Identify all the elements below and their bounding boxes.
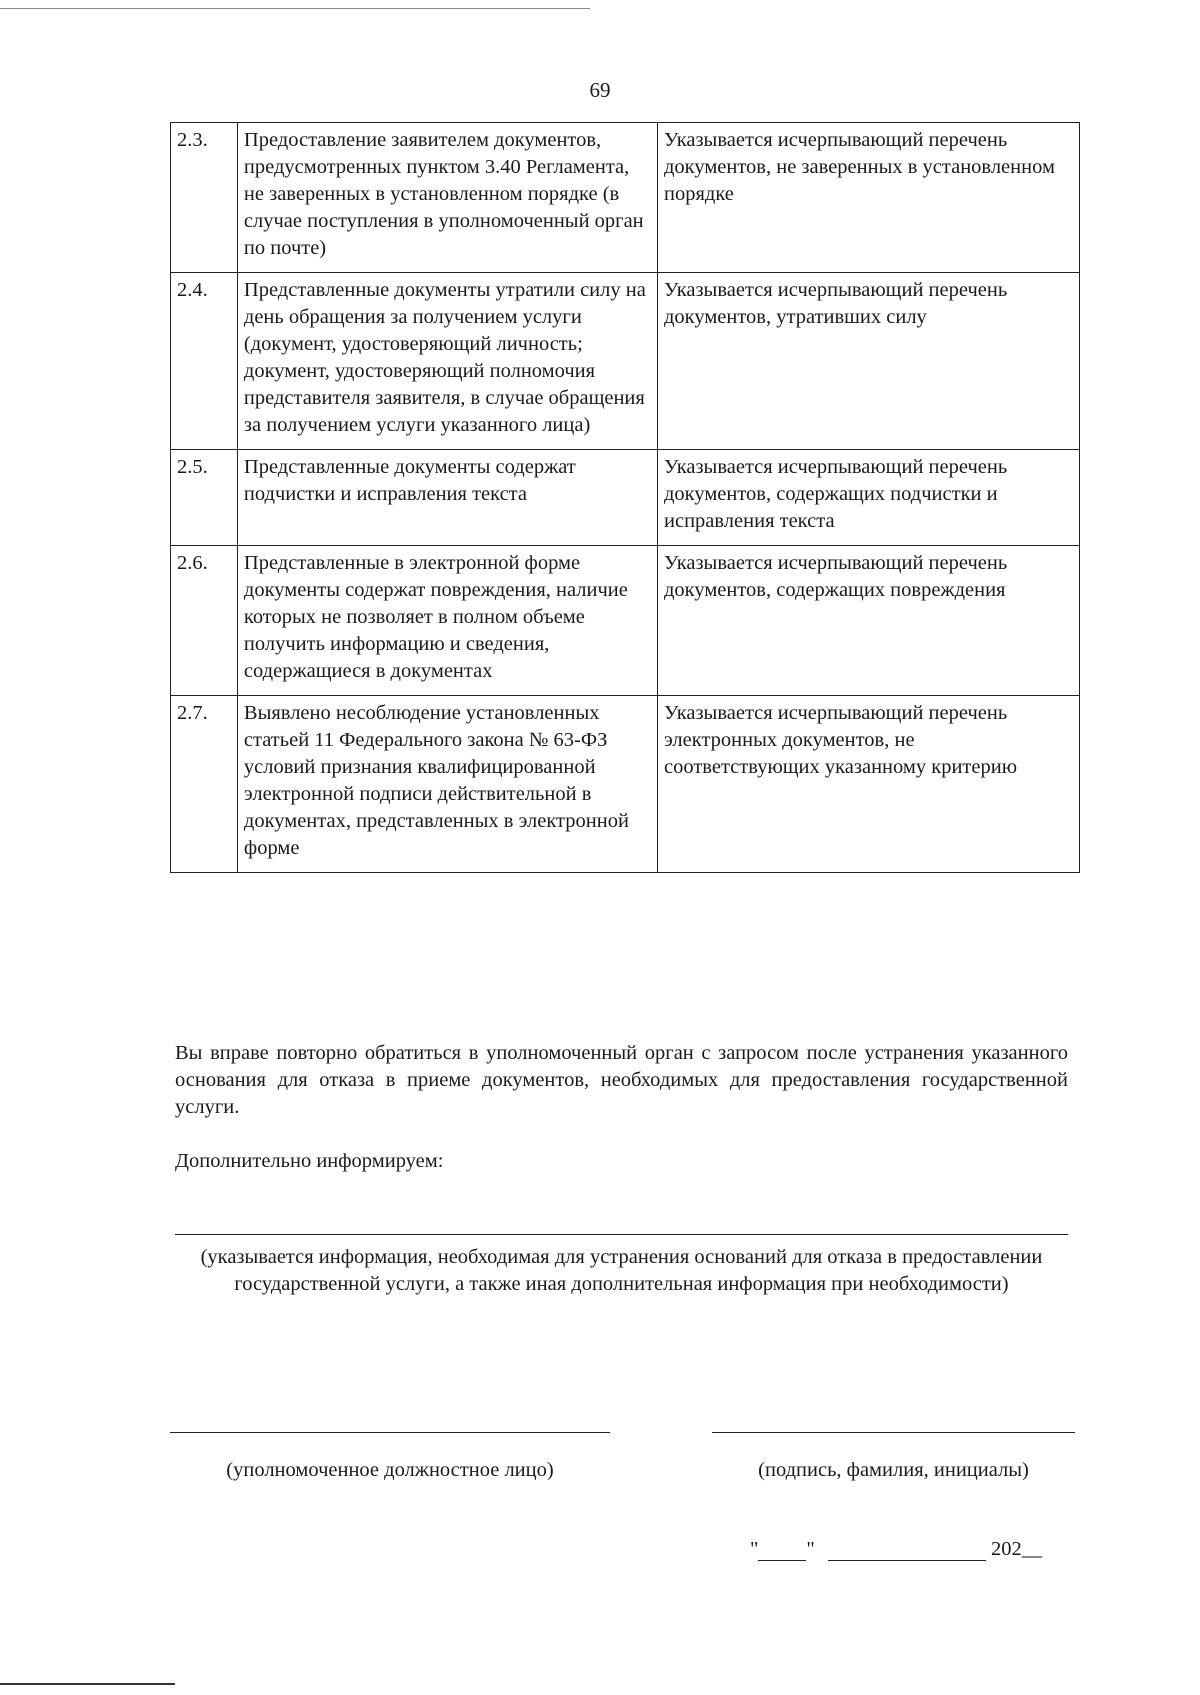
explanation-cell: Указывается исчерпывающий перечень документов, содержащих подчистки и исправления текста bbox=[658, 450, 1080, 546]
row-number: 2.3. bbox=[171, 123, 238, 273]
date-line bbox=[750, 1538, 1042, 1561]
reason-cell: Представленные документы утратили силу на день обращения за получением услуги (документ, удостоверяющий личность; документ, удостоверяющий полномочия представителя заявителя, в случае обращения за получением услуги указанного лица) bbox=[237, 273, 657, 450]
reason-cell: Выявлено несоблюдение установленных статьей 11 Федерального закона № 63-ФЗ условий признания квалифицированной электронной подписи действительной в документах, представленных в электронной форме bbox=[237, 696, 657, 873]
month-blank[interactable] bbox=[828, 1540, 986, 1561]
row-number: 2.6. bbox=[171, 546, 238, 696]
table-row bbox=[171, 546, 1080, 696]
table-row bbox=[171, 696, 1080, 873]
row-number: 2.7. bbox=[171, 696, 238, 873]
additional-info-caption: (указывается информация, необходимая для устранения оснований для отказа в предоставлении государственной услуги, а также иная дополнительная информация при необходимости) bbox=[200, 1246, 1043, 1295]
table-row bbox=[171, 123, 1080, 273]
day-blank[interactable] bbox=[758, 1540, 806, 1561]
explanation-cell: Указывается исчерпывающий перечень документов, утративших силу bbox=[658, 273, 1080, 450]
year-prefix: 202 bbox=[991, 1538, 1022, 1560]
scan-edge-line-bottom bbox=[0, 1683, 175, 1685]
date-close-quote: " bbox=[806, 1538, 815, 1560]
row-number: 2.4. bbox=[171, 273, 238, 450]
date-open-quote: " bbox=[750, 1538, 759, 1560]
refusal-reasons-table bbox=[170, 122, 1080, 873]
explanation-cell: Указывается исчерпывающий перечень электронных документов, не соответствующих указанному критерию bbox=[658, 696, 1080, 873]
signature-caption: (подпись, фамилия, инициалы) bbox=[758, 1459, 1029, 1481]
explanation-cell: Указывается исчерпывающий перечень документов, не заверенных в установленном порядке bbox=[658, 123, 1080, 273]
additional-info-fill-line[interactable] bbox=[175, 1234, 1068, 1235]
additional-info-label: Дополнительно информируем: bbox=[175, 1150, 444, 1172]
signature-fill-line[interactable] bbox=[712, 1432, 1075, 1433]
table-row bbox=[171, 273, 1080, 450]
reapply-paragraph: Вы вправе повторно обратиться в уполномоченный орган с запросом после устранения указанного основания для отказа в приеме документов, необходимых для предоставления государственной услуги. bbox=[175, 1042, 1068, 1118]
year-blank[interactable]: __ bbox=[1021, 1538, 1043, 1560]
explanation-cell: Указывается исчерпывающий перечень документов, содержащих повреждения bbox=[658, 546, 1080, 696]
reason-cell: Представленные в электронной форме документы содержат повреждения, наличие которых не позволяет в полном объеме получить информацию и сведения, содержащиеся в документах bbox=[237, 546, 657, 696]
scan-edge-line-top bbox=[0, 8, 590, 9]
row-number: 2.5. bbox=[171, 450, 238, 546]
page-number: 69 bbox=[589, 78, 611, 102]
official-caption: (уполномоченное должностное лицо) bbox=[226, 1459, 554, 1481]
reason-cell: Представленные документы содержат подчистки и исправления текста bbox=[237, 450, 657, 546]
reason-cell: Предоставление заявителем документов, предусмотренных пунктом 3.40 Регламента, не заверенных в установленном порядке (в случае поступления в уполномоченный орган по почте) bbox=[237, 123, 657, 273]
table-row bbox=[171, 450, 1080, 546]
official-fill-line[interactable] bbox=[170, 1432, 610, 1433]
